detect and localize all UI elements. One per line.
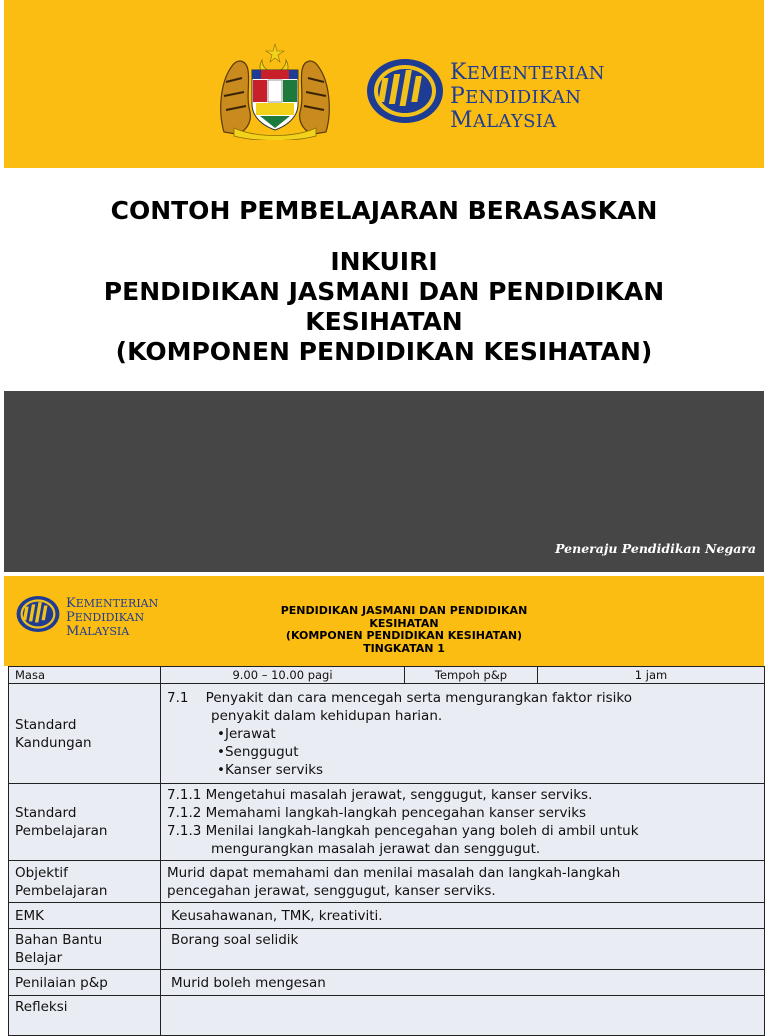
tempoh-value: 1 jam [538,667,765,684]
table-row [9,970,765,996]
table-row [9,684,765,784]
slide-title [4,0,764,572]
lesson-heading: PENDIDIKAN JASMANI DAN PENDIDIKAN KESIHATAN (KOMPONEN PENDIDIKAN KESIHATAN) TINGKATAN 1 [280,604,528,655]
penilaian-value: Murid boleh mengesan [161,970,765,996]
coat-of-arms-icon [216,42,334,140]
kpm-logo-icon [366,58,444,124]
table-row [9,667,765,684]
tempoh-label: Tempoh p&p [405,667,538,684]
tagline: Peneraju Pendidikan Negara [555,541,756,556]
masa-value: 9.00 – 10.00 pagi [161,667,405,684]
header-band [4,0,764,168]
title-line: CONTOH PEMBELAJARAN BERASASKAN [110,196,658,225]
list-item: 7.1.2 Memahami langkah-langkah pencegahan kanser serviks [167,805,587,821]
slide-lesson-plan [4,576,764,1024]
table-row [9,784,765,861]
list-item: 7.1.1 Mengetahui masalah jerawat, senggugut, kanser serviks. [167,787,593,803]
kpm-logo-icon [16,594,60,634]
bahan-bantu-label: Bahan Bantu Belajar [9,929,161,970]
table-row [9,861,765,903]
table-row [9,903,765,929]
table-row [9,929,765,970]
title-line: KESIHATAN [305,307,463,336]
objektif-label: Objektif Pembelajaran [9,861,161,903]
dark-panel [4,391,764,572]
list-item: •Jerawat [217,725,276,742]
standard-pembelajaran-label: Standard Pembelajaran [9,784,161,861]
masa-label: Masa [9,667,161,684]
standard-pembelajaran-value: 7.1.1 Mengetahui masalah jerawat, senggugut, kanser serviks. 7.1.2 Memahami langkah-langkah pencegahan kanser serviks 7.1.3 Menilai langkah-langkah pencegahan yang boleh di ambil untuk mengurangkan masalah jerawat dan senggugut. [161,784,765,861]
lesson-plan-table [8,666,765,1036]
refleksi-value [161,996,765,1036]
standard-kandungan-value: 7.1 Penyakit dan cara mencegah serta mengurangkan faktor risiko penyakit dalam kehidupan harian. •Jerawat •Senggugut •Kanser serviks [161,684,765,784]
bahan-bantu-value: Borang soal selidik [161,929,765,970]
list-item: 7.1.3 Menilai langkah-langkah pencegahan yang boleh di ambil untuk [167,823,639,839]
refleksi-label: Refleksi [9,996,161,1036]
emk-label: EMK [9,903,161,929]
title-line: INKUIRI [330,247,438,276]
penilaian-label: Penilaian p&p [9,970,161,996]
table-row [9,996,765,1036]
list-item: •Kanser serviks [217,761,324,778]
standard-kandungan-label: Standard Kandungan [9,684,161,784]
ministry-name: KEMENTERIAN PENDIDIKAN MALAYSIA [66,596,159,639]
emk-value: Keusahawanan, TMK, kreativiti. [161,903,765,929]
header-band [4,576,764,666]
title-line: (KOMPONEN PENDIDIKAN KESIHATAN) [115,337,653,366]
ministry-name: KEMENTERIAN PENDIDIKAN MALAYSIA [450,60,605,133]
objektif-value: Murid dapat memahami dan menilai masalah dan langkah-langkah pencegahan jerawat, senggugut, kanser serviks. [161,861,765,903]
title-line: PENDIDIKAN JASMANI DAN PENDIDIKAN [103,277,665,306]
list-item: •Senggugut [217,743,299,760]
slide-title-block [4,196,764,367]
